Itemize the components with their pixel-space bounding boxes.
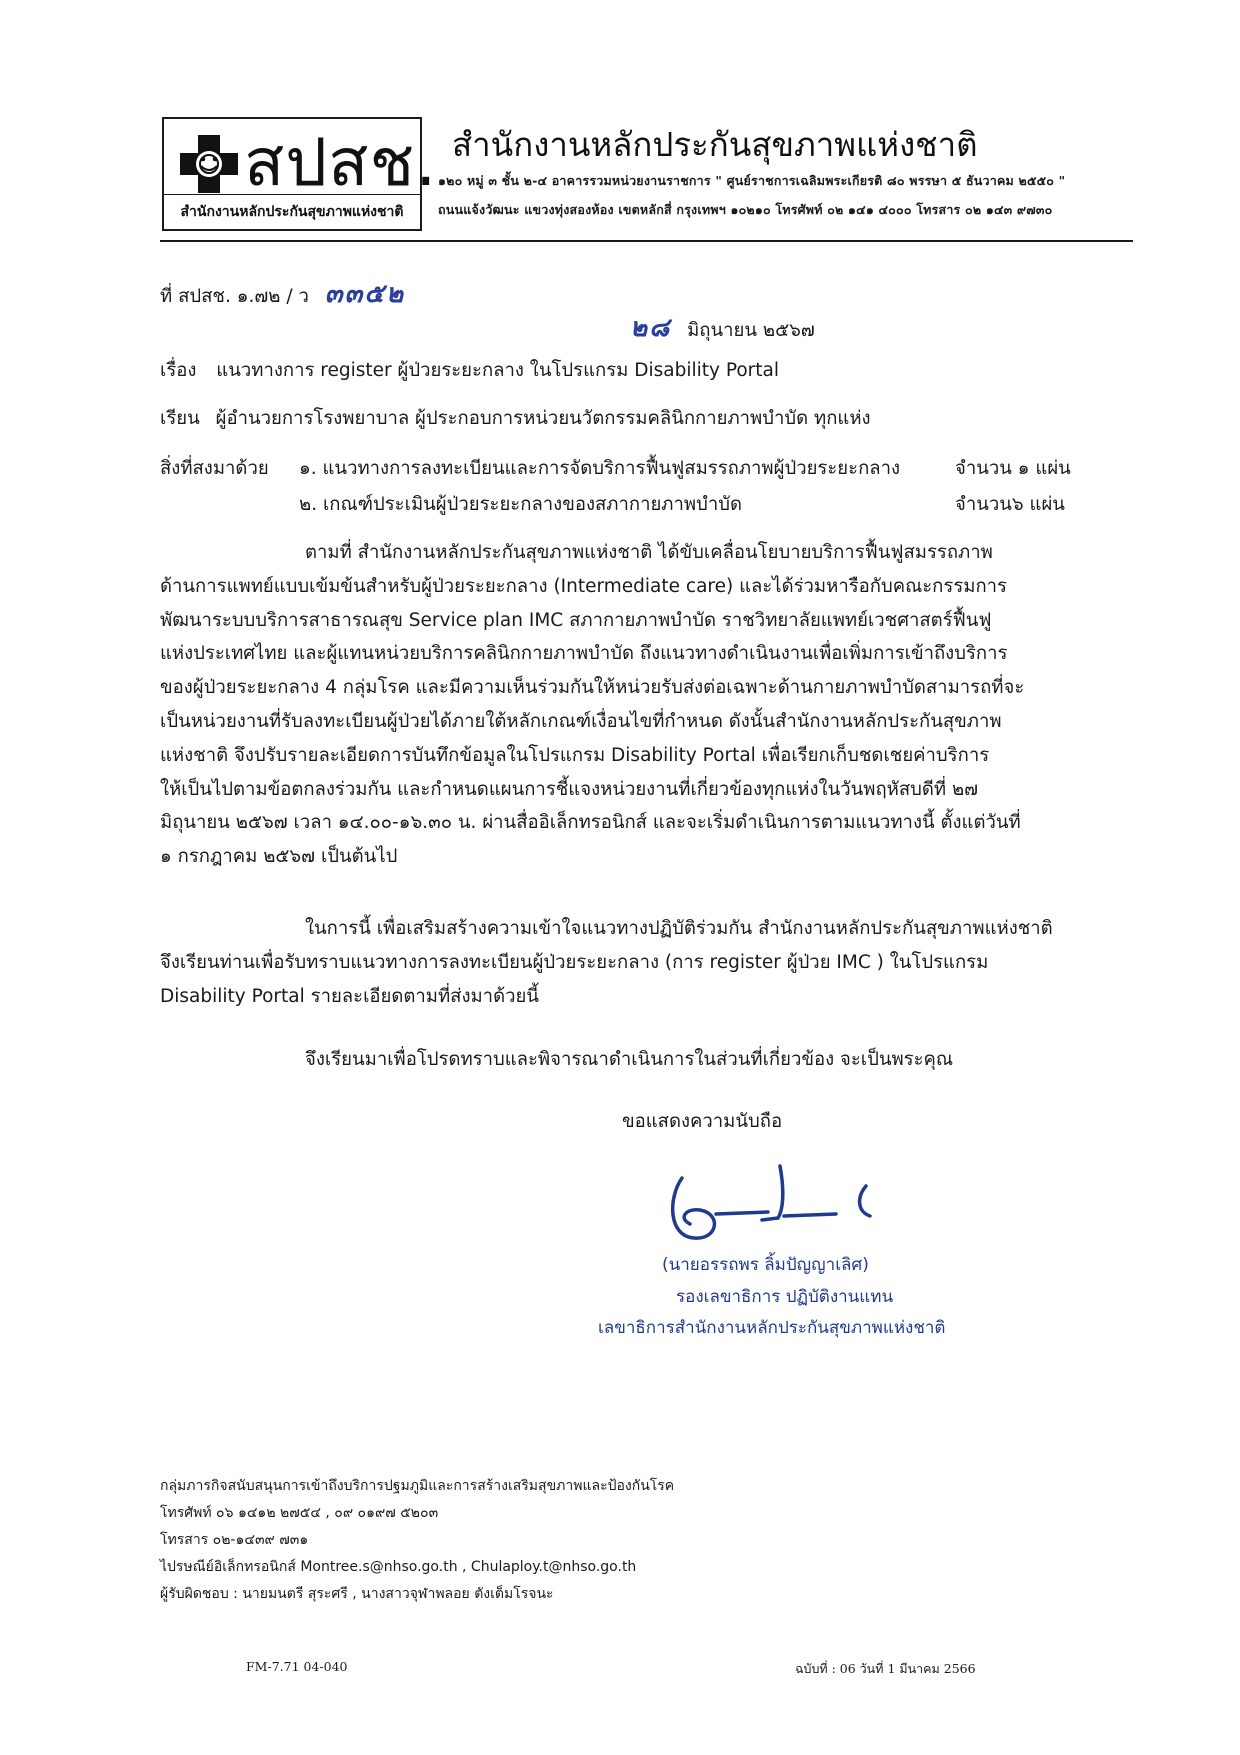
paragraph-line: เป็นหน่วยงานที่รับลงทะเบียนผู้ป่วยได้ภายใต้หลักเกณฑ์เงื่อนไขที่กำหนด ดังนั้นสำนักงานหลักประกันสุขภาพ xyxy=(160,710,1002,732)
footer-phone: โทรศัพท์ ๐๖ ๑๔๑๒ ๒๗๕๔ , ๐๙ ๐๑๙๗ ๕๒๐๓ xyxy=(160,1505,439,1521)
nhso-cross-logo-icon xyxy=(178,133,240,195)
date-day-handwritten: ๒๘ xyxy=(630,313,672,343)
paragraph-line: ให้เป็นไปตามข้อตกลงร่วมกัน และกำหนดแผนการชี้แจงหน่วยงานที่เกี่ยวข้องทุกแห่งในวันพฤหัสบดีที่ ๒๗ xyxy=(160,778,979,800)
body-paragraph-1 xyxy=(160,536,1024,874)
paragraph-line: แห่งชาติ จึงปรับรายละเอียดการบันทึกข้อมูลในโปรแกรม Disability Portal เพื่อเรียกเก็บชดเชยค่าบริการ xyxy=(160,744,990,766)
footer-department: กลุ่มภารกิจสนับสนุนการเข้าถึงบริการปฐมภูมิและการสร้างเสริมสุขภาพและป้องกันโรค xyxy=(160,1478,675,1494)
address-line-1: ๑๒๐ หมู่ ๓ ชั้น ๒-๔ อาคารรวมหน่วยงานราชการ " ศูนย์ราชการเฉลิมพระเกียรติ ๘๐ พรรษา ๕ ธันวาคม ๒๕๕๐ " xyxy=(438,173,1066,188)
closing-request: จึงเรียนมาเพื่อโปรดทราบและพิจารณาดำเนินการในส่วนที่เกี่ยวข้อง จะเป็นพระคุณ xyxy=(305,1049,954,1070)
signatory-position-1: รองเลขาธิการ ปฏิบัติงานแทน xyxy=(676,1287,894,1307)
to-label: เรียน xyxy=(160,408,200,429)
signatory-name: (นายอรรถพร ลิ้มปัญญาเลิศ) xyxy=(662,1255,869,1275)
letterhead-divider xyxy=(160,240,1133,242)
logo-wordmark: สปสช. xyxy=(244,124,438,201)
subject-text: แนวทางการ register ผู้ป่วยระยะกลาง ในโปรแกรม Disability Portal xyxy=(216,360,779,381)
paragraph-line: จึงเรียนท่านเพื่อรับทราบแนวทางการลงทะเบียนผู้ป่วยระยะกลาง (การ register ผู้ป่วย IMC ) ในโปรแกรม xyxy=(160,951,989,973)
enclosure-item: ๑. แนวทางการลงทะเบียนและการจัดบริการฟื้นฟูสมรรถภาพผู้ป่วยระยะกลาง xyxy=(299,458,901,479)
paragraph-line: ตามที่ สำนักงานหลักประกันสุขภาพแห่งชาติ ได้ขับเคลื่อนโยบายบริการฟื้นฟูสมรรถภาพ xyxy=(305,542,993,563)
paragraph-line: Disability Portal รายละเอียดตามที่ส่งมาด้วยนี้ xyxy=(160,985,539,1007)
form-code: FM-7.71 04-040 xyxy=(246,1659,348,1674)
paragraph-line: ๑ กรกฎาคม ๒๕๖๗ เป็นต้นไป xyxy=(160,846,398,868)
to-line xyxy=(160,404,871,433)
footer-fax: โทรสาร ๐๒-๑๔๓๙ ๗๓๑ xyxy=(160,1532,309,1548)
footer-responsible: ผู้รับผิดชอบ : นายมนตรี สุระศรี , นางสาวจุฬาพลอย ตังเต็มโรจนะ xyxy=(160,1586,554,1602)
organization-name: สำนักงานหลักประกันสุขภาพแห่งชาติ xyxy=(452,125,978,164)
enclosure-count: จำนวน ๑ แผ่น xyxy=(955,458,1071,479)
paragraph-line: ของผู้ป่วยระยะกลาง 4 กลุ่มโรค และมีความเห็นร่วมกันให้หน่วยรับส่งต่อเฉพาะด้านกายภาพบำบัดสามารถที่จะ xyxy=(160,677,1025,699)
paragraph-line: ด้านการแพทย์แบบเข้มข้นสำหรับผู้ป่วยระยะกลาง (Intermediate care) และได้ร่วมหารือกับคณะกรรมการ xyxy=(160,575,1007,597)
date-line xyxy=(630,307,815,348)
form-revision: ฉบับที่ : 06 วันที่ 1 มีนาคม 2566 xyxy=(795,1661,976,1676)
closing-salutation: ขอแสดงความนับถือ xyxy=(622,1111,783,1132)
subject-line xyxy=(160,356,779,385)
reference-label: ที่ สปสช. ๑.๗๒ / ว xyxy=(160,286,309,307)
enclosure-label: สิ่งที่สงมาด้วย xyxy=(160,458,269,479)
paragraph-line: ในการนี้ เพื่อเสริมสร้างความเข้าใจแนวทางปฏิบัติร่วมกัน สำนักงานหลักประกันสุขภาพแห่งชาติ xyxy=(305,918,1053,939)
footer-email: ไปรษณีย์อิเล็กทรอนิกส์ Montree.s@nhso.go.th , Chulaploy.t@nhso.go.th xyxy=(160,1559,637,1575)
subject-label: เรื่อง xyxy=(160,360,197,381)
to-text: ผู้อำนวยการโรงพยาบาล ผู้ประกอบการหน่วยนวัตกรรมคลินิกกายภาพบำบัด ทุกแห่ง xyxy=(215,408,871,429)
paragraph-line: มิถุนายน ๒๕๖๗ เวลา ๑๔.๐๐-๑๖.๓๐ น. ผ่านสื่ออิเล็กทรอนิกส์ และจะเริ่มดำเนินการตามแนวทางนี้ ตั้งแต่วันที่ xyxy=(160,812,1021,834)
reference-number-handwritten: ๓๓๕๒ xyxy=(324,279,406,309)
address-line-2: ถนนแจ้งวัฒนะ แขวงทุ่งสองห้อง เขตหลักสี่ กรุงเทพฯ ๑๐๒๑๐ โทรศัพท์ ๐๒ ๑๔๑ ๔๐๐๐ โทรสาร ๐๒ ๑๔๓ ๙๗๓๐ xyxy=(438,202,1053,217)
logo-subtitle: สำนักงานหลักประกันสุขภาพแห่งชาติ xyxy=(164,194,420,223)
logo xyxy=(162,117,438,231)
paragraph-line: พัฒนาระบบบริการสาธารณสุข Service plan IMC สภากายภาพบำบัด ราชวิทยาลัยแพทย์เวชศาสตร์ฟื้นฟู xyxy=(160,609,992,631)
signatory-position-2: เลขาธิการสำนักงานหลักประกันสุขภาพแห่งชาติ xyxy=(598,1318,946,1338)
date-month-year: มิถุนายน ๒๕๖๗ xyxy=(687,320,815,341)
enclosure-item: ๒. เกณฑ์ประเมินผู้ป่วยระยะกลางของสภากายภาพบำบัด xyxy=(299,494,742,515)
body-paragraph-2 xyxy=(160,912,1053,1013)
reference-line xyxy=(160,273,405,314)
paragraph-line: แห่งประเทศไทย และผู้แทนหน่วยบริการคลินิกกายภาพบำบัด ถึงแนวทางดำเนินงานเพื่อเพิ่มการเข้าถึงบริการ xyxy=(160,643,1008,665)
enclosure-count: จำนวน๖ แผ่น xyxy=(955,494,1065,515)
